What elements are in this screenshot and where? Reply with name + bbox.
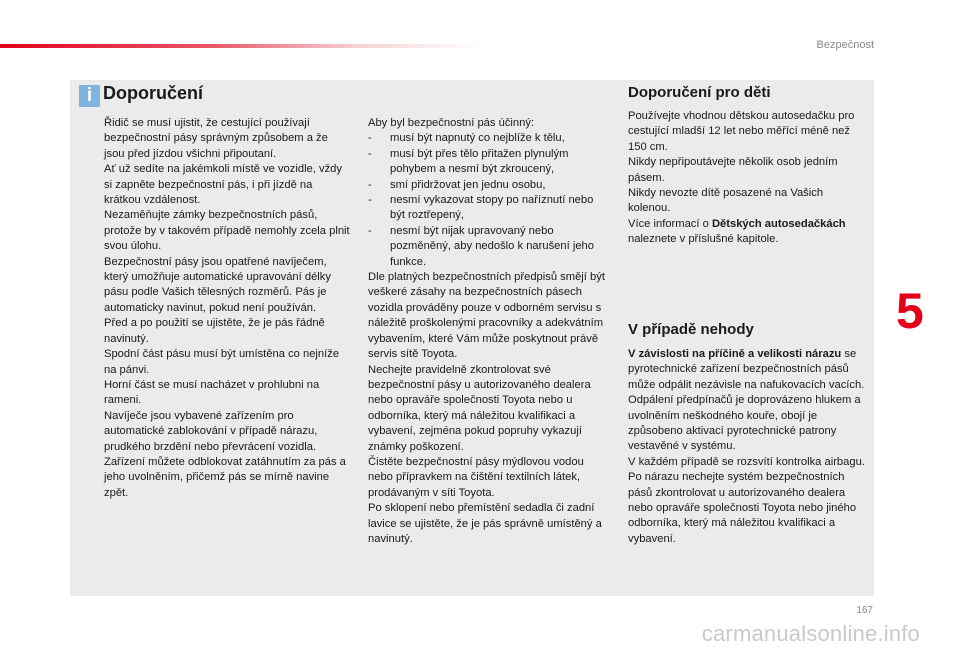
recommendations-heading: Doporučení bbox=[103, 83, 204, 103]
paragraph: V každém případě se rozsvítí kontrolka airbagu. bbox=[628, 455, 865, 468]
list-item: - nesmí vykazovat stopy po naříznutí nebo být roztřepený, bbox=[368, 193, 608, 224]
more-info-text: Více informací o bbox=[628, 217, 712, 230]
paragraph: Nikdy nevozte dítě posazené na Vašich kolenou. bbox=[628, 187, 824, 215]
recommendations-column-1 bbox=[104, 116, 350, 501]
recommendations-column-2 bbox=[368, 116, 608, 547]
children-heading: Doporučení pro děti bbox=[628, 84, 771, 101]
paragraph: Horní část se musí nacházet v prohlubni na rameni. bbox=[104, 378, 320, 407]
accident-section bbox=[628, 347, 868, 547]
paragraph: Používejte vhodnou dětskou autosedačku pro cestující mladší 12 let nebo měřící méně než 150 cm. bbox=[628, 110, 855, 153]
section-header: Bezpečnost bbox=[816, 39, 874, 51]
info-icon: i bbox=[79, 85, 100, 107]
children-section bbox=[628, 109, 868, 248]
chapter-number: 5 bbox=[896, 283, 924, 339]
paragraph: Nezaměňujte zámky bezpečnostních pásů, protože by v takovém případě nemohly zcela plnit svou úlohu. bbox=[104, 209, 350, 253]
paragraph: Bezpečnostní pásy jsou opatřené navíječem, který umožňuje automatické upravování délky pásu podle Vašich tělesných rozměrů. Pás je automaticky navinut, pokud není používán. bbox=[104, 255, 331, 314]
list-item: - nesmí být nijak upravovaný nebo pozměněný, aby nedošlo k narušení jeho funkce. bbox=[368, 224, 608, 270]
top-accent-bar bbox=[0, 44, 480, 48]
page-number: 167 bbox=[856, 605, 873, 616]
watermark: carmanualsonline.info bbox=[701, 621, 920, 646]
paragraph: Ať už sedíte na jakémkoli místě ve vozidle, vždy si zapněte bezpečnostní pás, i při jízdě na krátkou vzdálenost. bbox=[104, 163, 342, 207]
paragraph: Po sklopení nebo přemístění sedadla či zadní lavice se ujistěte, že je pás správně umístěný a navinutý. bbox=[368, 502, 602, 545]
paragraph: Spodní část pásu musí být umístěna co nejníže na pánvi. bbox=[104, 348, 340, 376]
paragraph: Dle platných bezpečnostních předpisů smějí být veškeré zásahy na bezpečnostních pásech vozidla prováděny pouze v odborném servisu s náležitě proškolenými pracovníky a adekvátním vybavením, které Vám může poskytnout právě servis sítě Toyota. bbox=[368, 271, 605, 361]
more-info-paragraph bbox=[628, 217, 868, 248]
paragraph: Po nárazu nechejte systém bezpečnostních pásů zkontrolovat u autorizovaného dealera nebo opraváře společnosti Toyota nebo jiného odborníka, který má náležitou kvalifikaci a vybavení. bbox=[628, 471, 857, 545]
list-item: - musí být napnutý co nejblíže k tělu, bbox=[368, 131, 608, 146]
paragraph: Nechejte pravidelně zkontrolovat své bezpečnostní pásy u autorizovaného dealera nebo opraváře společnosti Toyota nebo u odborníka, který má náležitou kvalifikaci a vybavení, zejména pokud popruhy vykazují známky poškození. bbox=[368, 363, 591, 453]
list-item: - musí být přes tělo přitažen plynulým pohybem a nesmí být zkroucený, bbox=[368, 147, 608, 178]
more-info-text: naleznete v příslušné kapitole. bbox=[628, 233, 779, 246]
list-item: - smí přidržovat jen jednu osobu, bbox=[368, 178, 608, 193]
child-seats-reference: Dětských autosedačkách bbox=[711, 217, 846, 230]
list-intro: Aby byl bezpečnostní pás účinný: bbox=[368, 117, 535, 129]
accident-heading: V případě nehody bbox=[628, 321, 754, 338]
paragraph: Před a po použití se ujistěte, že je pás řádně navinutý. bbox=[104, 317, 325, 345]
paragraph: Čistěte bezpečnostní pásy mýdlovou vodou nebo přípravkem na čištění textilních látek, prodávaným v síti Toyota. bbox=[368, 455, 584, 499]
paragraph: Navíječe jsou vybavené zařízením pro automatické zablokování v případě nárazu, prudkého brzdění nebo převrácení vozidla. Zařízení můžete odblokovat zatáhnutím za pás a jeho uvolněním, přičemž pás se mírně navine zpět. bbox=[104, 409, 346, 499]
lead-bold-text: V závislosti na příčině a velikosti nárazu bbox=[628, 348, 842, 360]
paragraph bbox=[628, 347, 868, 455]
paragraph: Řidič se musí ujistit, že cestující používají bezpečnostní pásy správným způsobem a že jsou před jízdou všichni připoutaní. bbox=[104, 117, 328, 160]
lead-text: se pyrotechnické zařízení bezpečnostních pásů může odpálit nezávisle na nafukovacích vacích. Odpálení předpínačů je doprovázeno hlukem a uvolněním neškodného kouře, obojí je způsobeno aktivací pyrotechnické patrony vestavěné v systému. bbox=[628, 348, 865, 453]
paragraph: Nikdy nepřipoutávejte několik osob jedním pásem. bbox=[628, 156, 838, 184]
